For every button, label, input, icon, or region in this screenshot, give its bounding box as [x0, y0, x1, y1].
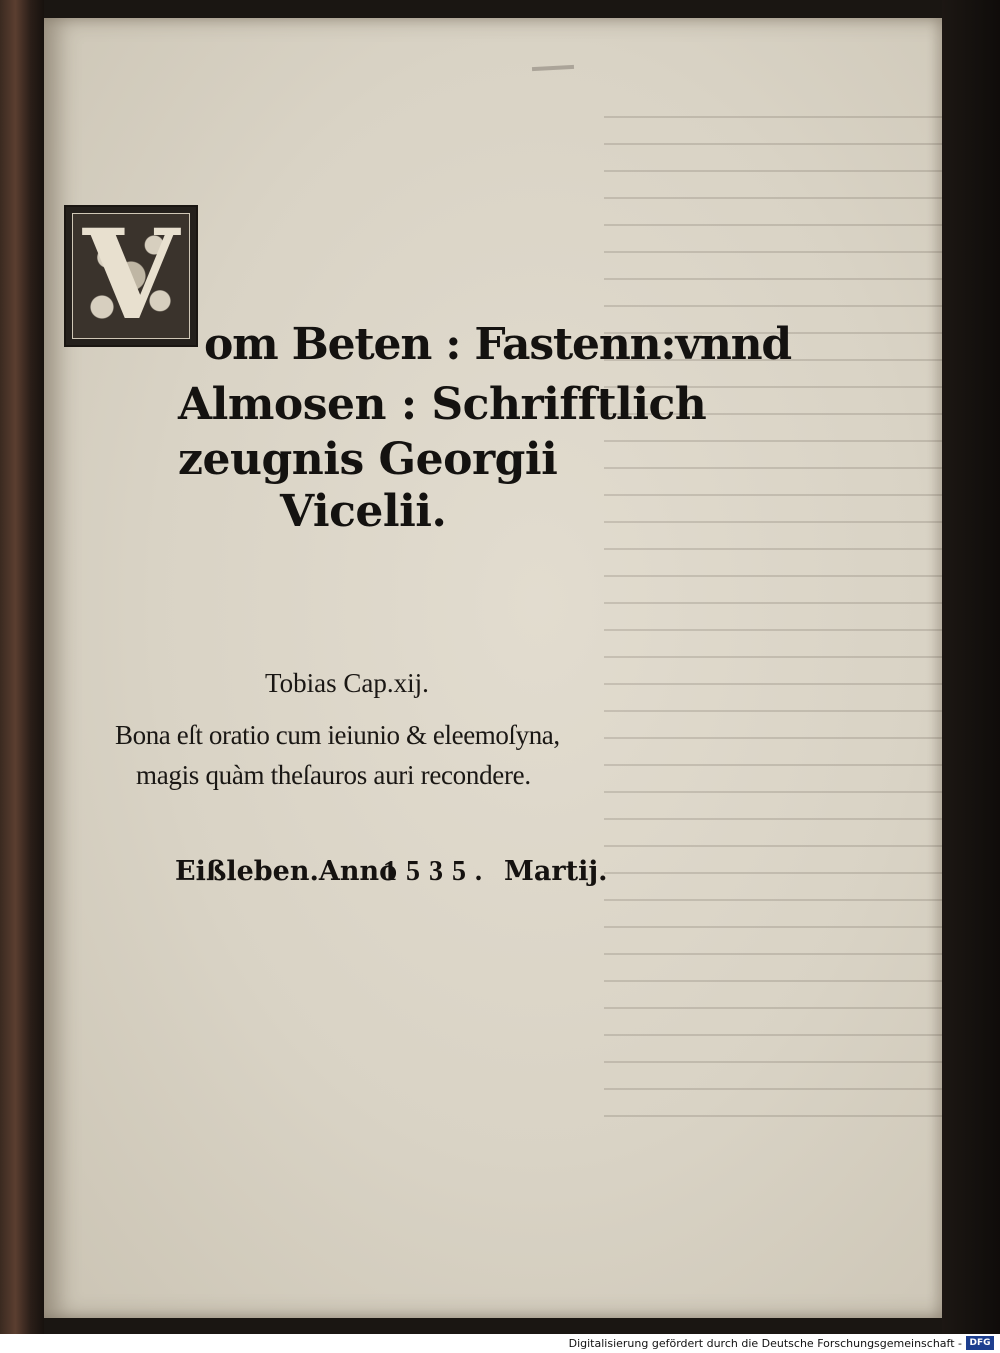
- title-line-2: Almosen : Schrifftlich: [178, 379, 707, 430]
- ink-mark: [532, 65, 574, 71]
- funding-credit: Digitalisierung gefördert durch die Deutsche Forschungsgemeinschaft -: [568, 1337, 962, 1350]
- decorated-initial: [64, 205, 198, 347]
- motto-line-2: magis quàm theſauros auri recondere.: [136, 760, 531, 790]
- book-spine-edge: [0, 0, 44, 1334]
- scan-border-right: [942, 0, 1000, 1334]
- digitization-footer: [0, 1334, 1000, 1353]
- dfg-logo[interactable]: DFG: [966, 1336, 994, 1350]
- initial-letter: V: [82, 203, 180, 348]
- imprint-place: Eißleben.Anno: [175, 856, 398, 887]
- title-line-3: zeugnis Georgii: [178, 434, 558, 485]
- title-line-1: om Beten : Fastenn:vnnd: [204, 319, 791, 370]
- motto-reference: Tobias Cap.xij.: [265, 668, 429, 698]
- imprint-year: 1535.: [383, 856, 491, 887]
- show-through-text: [604, 98, 942, 1118]
- title-page: [44, 18, 942, 1318]
- motto-line-1: Bona eſt oratio cum ieiunio & eleemoſyna,: [115, 720, 560, 750]
- imprint-month: Martij.: [504, 856, 608, 887]
- title-line-4: Vicelii.: [280, 486, 447, 537]
